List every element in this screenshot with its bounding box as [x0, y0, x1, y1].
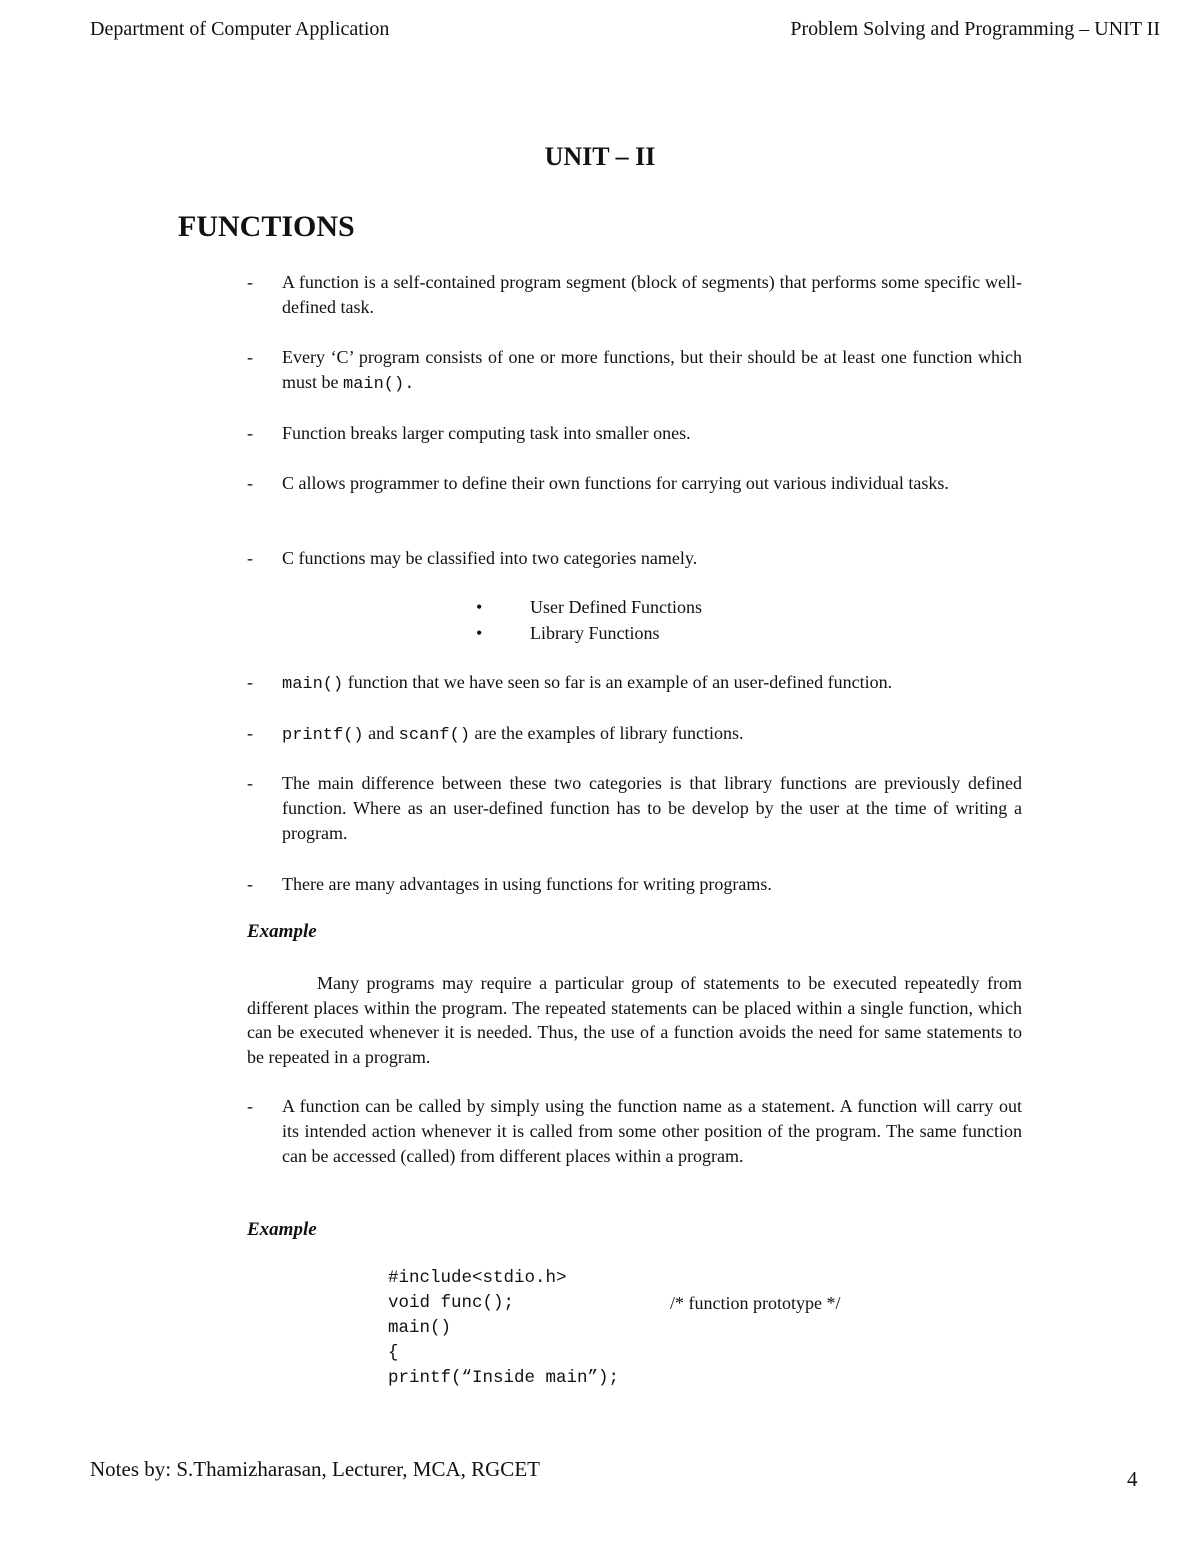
example-heading: Example: [247, 1219, 317, 1240]
example-paragraph: Many programs may require a particular group of statements to be executed repeatedly from different places within the program. The repeated statements can be placed within a single function, which can be executed whenever it is needed. Thus, the use of a function avoids the need for same statements to be repeated in a program.: [247, 973, 1022, 1068]
list-item: - A function is a self-contained program segment (block of segments) that performs some specific well-defined task.: [247, 270, 1022, 320]
list-item: - There are many advantages in using functions for writing programs.: [247, 872, 1022, 897]
code-block: [388, 1266, 841, 1391]
category-list: [476, 594, 702, 646]
code-line: printf(“Inside main”);: [388, 1368, 620, 1388]
list-item: - Function breaks larger computing task into smaller ones.: [247, 421, 1022, 446]
list-item: - The main difference between these two categories is that library functions are previously defined function. Where as an user-defined function has to be develop by the user at the time of writing a program.: [247, 771, 1022, 846]
list-item: - C functions may be classified into two categories namely.: [247, 546, 1022, 571]
category-item: • Library Functions: [476, 623, 660, 643]
example-heading: Example: [247, 921, 317, 942]
code-inline: main(): [282, 675, 344, 694]
header-course: Problem Solving and Programming – UNIT II: [790, 18, 1160, 40]
code-inline: printf(): [282, 726, 364, 745]
list-item: - Every ‘C’ program consists of one or more functions, but their should be at least one function which must be main().: [247, 347, 1022, 394]
code-line: void func(); /* function prototype */: [388, 1291, 619, 1316]
code-comment: /* function prototype */: [670, 1293, 841, 1313]
bullet-text: A function is a self-contained program segment (block of segments) that performs some specific well-defined task.: [282, 272, 1022, 317]
page-title: UNIT – II: [544, 142, 656, 171]
bullet-text: A function can be called by simply using the function name as a statement. A function will carry out its intended action whenever it is called from some other position of the program. The same function can be accessed (called) from different places within a program.: [282, 1096, 1022, 1166]
bullet-text: C functions may be classified into two categories namely.: [282, 548, 698, 568]
code-inline: main().: [343, 375, 415, 394]
list-item: - A function can be called by simply using the function name as a statement. A function will carry out its intended action whenever it is called from some other position of the program. The same function can be accessed (called) from different places within a program.: [247, 1094, 1022, 1169]
bullet-text: There are many advantages in using functions for writing programs.: [282, 874, 772, 894]
bullet-text: Function breaks larger computing task into smaller ones.: [282, 423, 691, 443]
code-line: {: [388, 1343, 399, 1363]
page-number: 4: [1127, 1467, 1138, 1491]
list-item: - main() function that we have seen so far is an example of an user-defined function.: [247, 672, 893, 694]
code-inline: scanf(): [398, 726, 471, 745]
list-item: - C allows programmer to define their own functions for carrying out various individual tasks.: [247, 471, 1022, 496]
footer-notes: Notes by: S.Thamizharasan, Lecturer, MCA, RGCET: [90, 1457, 540, 1481]
section-title: FUNCTIONS: [178, 210, 355, 243]
header-department: Department of Computer Application: [90, 18, 390, 40]
category-item: • User Defined Functions: [476, 597, 702, 617]
code-line: main(): [388, 1318, 452, 1338]
bullet-text: Every ‘C’ program consists of one or more functions, but their should be at least one function which must be: [282, 347, 1022, 392]
bullet-text: function that we have seen so far is an example of an user-defined function.: [343, 672, 893, 692]
list-item: - printf() and scanf() are the examples of library functions.: [247, 723, 744, 745]
bullet-text: The main difference between these two categories is that library functions are previously defined function. Where as an user-defined function has to be develop by the user at the time of writing a program.: [282, 773, 1022, 843]
bullet-text: are the examples of library functions.: [470, 723, 744, 743]
bullet-text: C allows programmer to define their own functions for carrying out various individual tasks.: [282, 473, 949, 493]
code-line: #include<stdio.h>: [388, 1268, 567, 1288]
